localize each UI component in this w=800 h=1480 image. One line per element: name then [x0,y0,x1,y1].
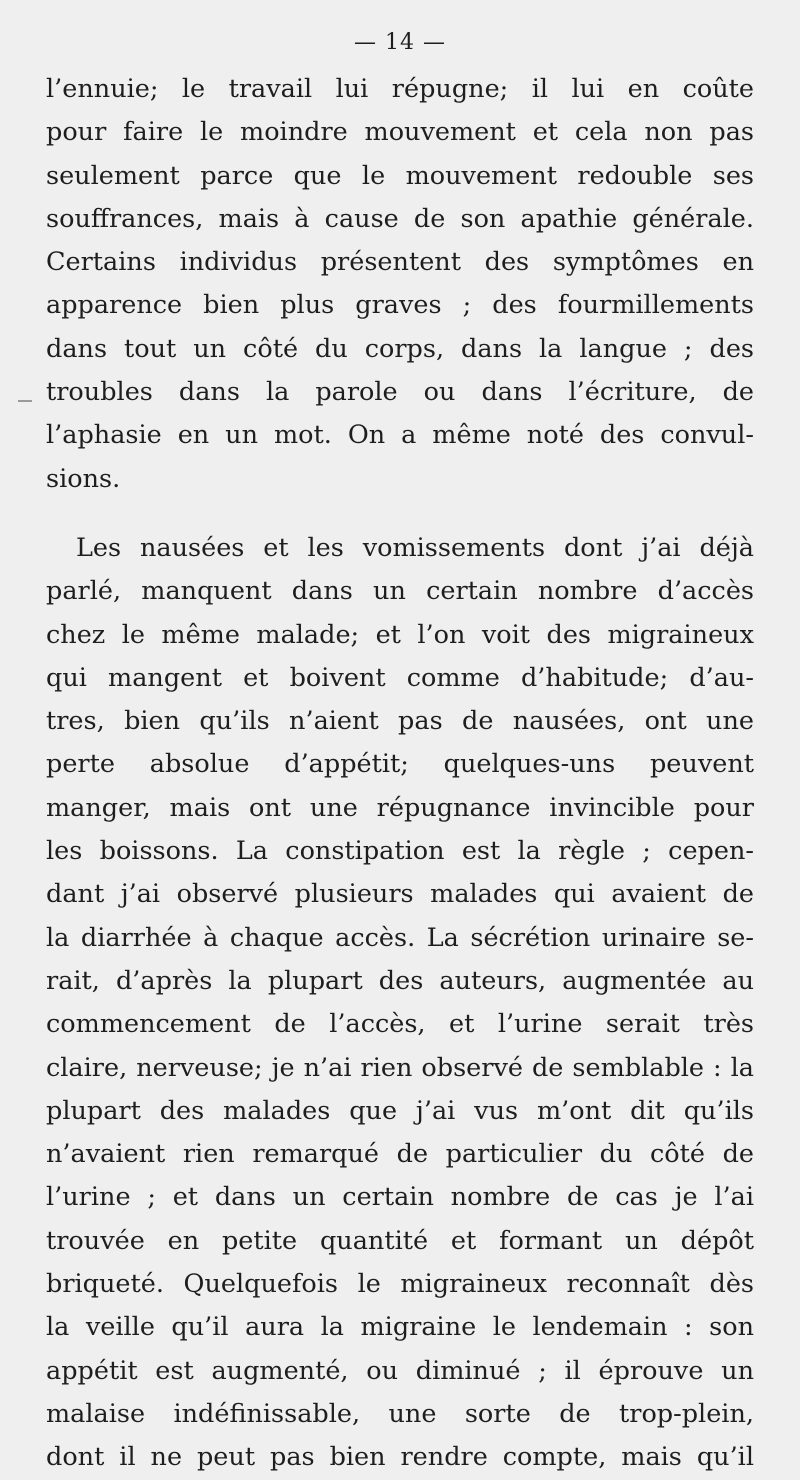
paragraph-gap [46,501,754,527]
text-line: dont il ne peut pas bien rendre compte, mais qu’il [46,1442,754,1473]
body-text [46,68,754,1480]
text-line: rait, d’après la plupart des auteurs, augmentée au [46,965,754,996]
text-line: Les nausées et les vomissements dont j’ai déjà [76,532,754,563]
text-line: dans tout un côté du corps, dans la langue ; des [46,333,754,364]
margin-mark [18,400,32,402]
paragraph-1 [46,68,754,501]
text-line: troubles dans la parole ou dans l’écriture, de [46,377,754,408]
text-line: plupart des malades que j’ai vus m’ont dit qu’ils [46,1095,754,1126]
text-line: malaise indéfinissable, une sorte de trop-plein, [46,1398,754,1429]
text-line: parlé, manquent dans un certain nombre d’accès [46,576,754,607]
text-line: appétit est augmenté, ou diminué ; il éprouve un [46,1355,754,1386]
page-number: — 14 — [354,30,446,55]
text-line: seulement parce que le mouvement redouble ses [46,160,754,191]
text-line: l’aphasie en un mot. On a même noté des convul- [46,420,754,451]
text-line: n’avaient rien remarqué de particulier du côté de [46,1139,754,1170]
text-line: sions. [46,463,121,494]
text-line: l’ennuie; le travail lui répugne; il lui en coûte [46,74,754,104]
text-line: la veille qu’il aura la migraine le lendemain : son [46,1312,754,1343]
text-line: la diarrhée à chaque accès. La sécrétion urinaire se- [46,922,754,953]
text-line: claire, nerveuse; je n’ai rien observé de semblable : la [46,1052,754,1083]
text-line: briqueté. Quelquefois le migraineux reconnaît dès [46,1269,754,1300]
text-line: manger, mais ont une répugnance invincible pour [46,792,754,823]
text-line: Certains individus présentent des symptômes en [46,247,754,278]
text-line: les boissons. La constipation est la règle ; cepen- [46,836,754,867]
text-line: souffrances, mais à cause de son apathie générale. [46,203,754,234]
text-line: trouvée en petite quantité et formant un dépôt [46,1225,754,1256]
text-line: l’urine ; et dans un certain nombre de cas je l’ai [46,1182,754,1213]
text-line: pour faire le moindre mouvement et cela non pas [46,117,754,148]
text-line: dant j’ai observé plusieurs malades qui avaient de [46,879,754,910]
paragraph-2 [46,527,754,1480]
text-line: chez le même malade; et l’on voit des migraineux [46,619,754,650]
text-line: commencement de l’accès, et l’urine serait très [46,1009,754,1040]
text-line: perte absolue d’appétit; quelques-uns peuvent [46,749,754,780]
text-line: apparence bien plus graves ; des fourmillements [46,290,754,321]
text-line: qui mangent et boivent comme d’habitude; d’au- [46,662,754,693]
text-line: tres, bien qu’ils n’aient pas de nausées, ont une [46,706,754,737]
